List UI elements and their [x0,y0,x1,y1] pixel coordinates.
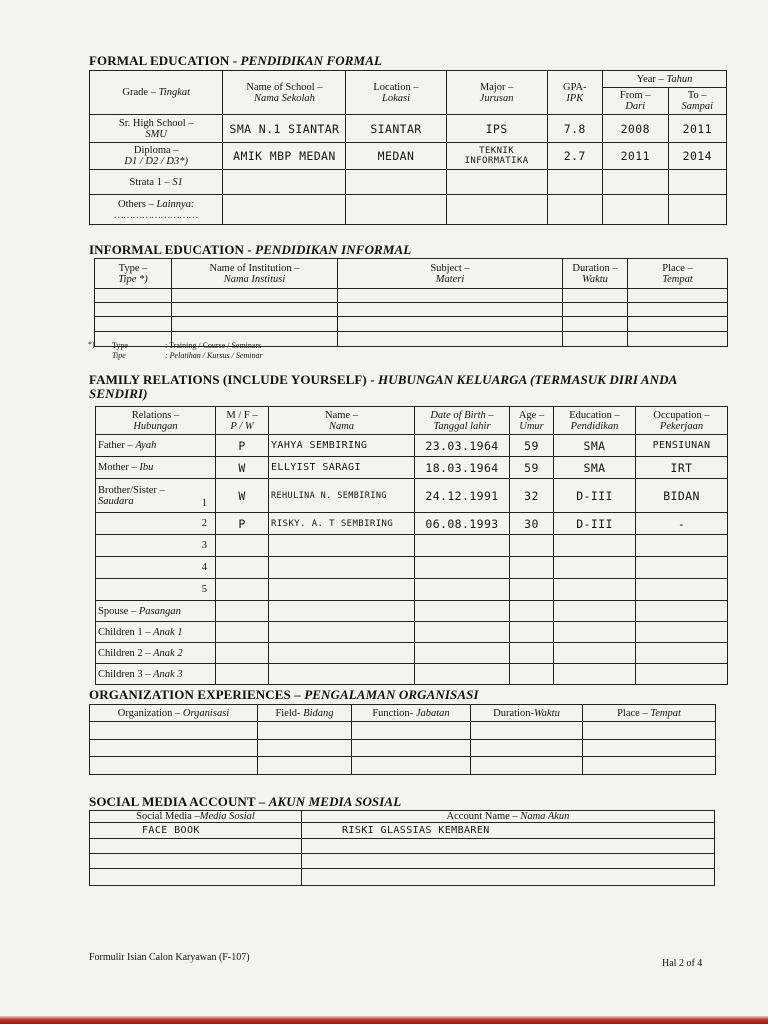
footnote-type-label: Type [112,341,128,350]
name-value[interactable]: REHULINA N. SEMBIRING [269,479,415,513]
table-row [90,757,716,775]
age-value[interactable]: 59 [510,435,554,457]
informal-education-title: INFORMAL EDUCATION - PENDIDIKAN INFORMAL [89,242,412,257]
name-value[interactable] [269,601,415,622]
header-grade: Grade – Tingkat [90,71,223,115]
header-function: Function- Jabatan [352,705,471,722]
age-value[interactable] [510,664,554,685]
social-media-value[interactable] [90,854,302,869]
header-year: Year – Tahun [602,71,726,88]
year-from-value[interactable]: 2008 [602,115,668,143]
duration-cell[interactable] [563,289,628,303]
organization-title: ORGANIZATION EXPERIENCES – PENGALAMAN ORGANISASI [89,687,479,702]
major-value[interactable] [446,195,547,225]
relation-cell: Children 3 – Anak 3 [96,664,216,685]
header-gpa: GPA- IPK [547,71,602,115]
dob-value[interactable] [415,557,510,579]
grade-cell: Strata 1 – S1 [90,170,223,195]
field-cell[interactable] [258,757,352,775]
account-name-value[interactable] [302,839,715,854]
subject-cell[interactable] [338,317,563,332]
age-value[interactable] [510,579,554,601]
age-value[interactable] [510,601,554,622]
dob-value[interactable]: 23.03.1964 [415,435,510,457]
subject-cell[interactable] [338,303,563,317]
age-value[interactable]: 59 [510,457,554,479]
function-cell[interactable] [352,722,471,740]
account-name-value[interactable] [302,854,715,869]
table-row [95,317,728,332]
header-from: From – Dari [602,88,668,115]
age-value[interactable] [510,535,554,557]
table-row [90,115,727,143]
age-value[interactable] [510,643,554,664]
table-row [90,854,715,869]
relation-cell: Father – Ayah [96,435,216,457]
function-cell[interactable] [352,740,471,757]
year-from-value[interactable] [602,195,668,225]
footnote-mark: *) [88,340,95,349]
informal-education-table [94,258,728,347]
year-to-value[interactable]: 2011 [668,115,726,143]
social-media-title: SOCIAL MEDIA ACCOUNT – AKUN MEDIA SOSIAL [89,794,402,809]
place-cell[interactable] [628,332,728,347]
gpa-value[interactable]: 2.7 [547,143,602,170]
table-row [90,170,727,195]
dob-value[interactable] [415,622,510,643]
bottom-edge-strip [0,1016,768,1024]
header-education: Education – Pendidikan [554,407,636,435]
year-from-value[interactable]: 2011 [602,143,668,170]
mf-value[interactable]: W [216,479,269,513]
table-row [96,622,728,643]
grade-cell: Diploma – D1 / D2 / D3*) [90,143,223,170]
dob-value[interactable] [415,579,510,601]
table-row [96,479,728,513]
dob-value[interactable]: 18.03.1964 [415,457,510,479]
year-to-value[interactable] [668,195,726,225]
header-relations: Relations – Hubungan [96,407,216,435]
education-value[interactable] [554,601,636,622]
family-relations-title: FAMILY RELATIONS (INCLUDE YOURSELF) - HUBUNGAN KELUARGA (TERMASUK DIRI ANDA SENDIRI) [89,372,677,401]
header-organization: Organization – Organisasi [90,705,258,722]
relation-cell: Children 2 – Anak 2 [96,643,216,664]
header-institution: Name of Institution – Nama Institusi [172,259,338,289]
table-row [90,740,716,757]
location-value[interactable] [346,170,446,195]
table-row [90,869,715,886]
subject-cell[interactable] [338,332,563,347]
table-row [90,839,715,854]
place-cell[interactable] [628,289,728,303]
header-dob: Date of Birth – Tanggal lahir [415,407,510,435]
education-value[interactable]: D-III [554,513,636,535]
header-location: Location – Lokasi [346,71,446,115]
occupation-value[interactable] [636,557,728,579]
type-cell[interactable] [95,303,172,317]
table-row [95,303,728,317]
major-value[interactable]: IPS [446,115,547,143]
mf-value[interactable] [216,664,269,685]
sibling-number: 4 [96,557,216,579]
name-value[interactable]: ELLYIST SARAGI [269,457,415,479]
occupation-value[interactable] [636,643,728,664]
name-value[interactable]: YAHYA SEMBIRING [269,435,415,457]
school-value[interactable]: AMIK MBP MEDAN [223,143,346,170]
table-row [96,601,728,622]
footnote-tipe-label: Tipe [112,351,126,360]
mf-value[interactable] [216,535,269,557]
footnote-tipe-value: : Pelatihan / Kursus / Seminar [165,351,263,360]
education-value[interactable]: D-III [554,479,636,513]
relation-cell: Spouse – Pasangan [96,601,216,622]
function-cell[interactable] [352,757,471,775]
social-media-value[interactable] [90,839,302,854]
dob-value[interactable] [415,601,510,622]
organization-table [89,704,716,775]
table-row [90,722,716,740]
social-media-value[interactable]: FACE BOOK [90,823,302,839]
form-code: Formulir Isian Calon Karyawan (F-107) [89,952,250,963]
age-value[interactable] [510,557,554,579]
sibling-number: 1 [201,498,207,509]
subject-cell[interactable] [338,289,563,303]
table-row [90,143,727,170]
table-row [96,557,728,579]
header-account-name: Account Name – Nama Akun [302,811,715,823]
duration-cell[interactable] [563,332,628,347]
duration-cell[interactable] [563,317,628,332]
place-cell[interactable] [583,740,716,757]
major-value[interactable]: TEKNIK INFORMATIKA [446,143,547,170]
type-cell[interactable] [95,289,172,303]
location-value[interactable] [346,195,446,225]
location-value[interactable]: SIANTAR [346,115,446,143]
footnote-type-value: : Training / Course / Seminars [165,341,262,350]
dob-value[interactable] [415,664,510,685]
header-field: Field- Bidang [258,705,352,722]
mf-value[interactable] [216,579,269,601]
table-row [90,823,715,839]
dob-value[interactable] [415,535,510,557]
duration-cell[interactable] [471,722,583,740]
header-type: Type – Tipe *) [95,259,172,289]
table-row [96,664,728,685]
organization-cell[interactable] [90,722,258,740]
occupation-value[interactable] [636,535,728,557]
mf-value[interactable] [216,622,269,643]
table-row [95,289,728,303]
grade-cell: Others – Lainnya: ……………………… [90,195,223,225]
table-row [96,535,728,557]
account-name-value[interactable] [302,869,715,886]
occupation-value[interactable]: PENSIUNAN [636,435,728,457]
social-media-table [89,810,715,886]
education-value[interactable] [554,664,636,685]
dob-value[interactable] [415,643,510,664]
year-to-value[interactable] [668,170,726,195]
header-name: Name – Nama [269,407,415,435]
table-row [96,457,728,479]
table-row [96,513,728,535]
mf-value[interactable] [216,557,269,579]
account-name-value[interactable]: RISKI GLASSIAS KEMBAREN [302,823,715,839]
education-value[interactable] [554,557,636,579]
mf-value[interactable] [216,601,269,622]
mf-value[interactable]: P [216,513,269,535]
mf-value[interactable]: P [216,435,269,457]
name-value[interactable] [269,664,415,685]
mf-value[interactable] [216,643,269,664]
table-row [96,579,728,601]
education-value[interactable]: SMA [554,435,636,457]
duration-cell[interactable] [471,740,583,757]
year-from-value[interactable] [602,170,668,195]
major-value[interactable] [446,170,547,195]
place-cell[interactable] [583,722,716,740]
age-value[interactable] [510,622,554,643]
sibling-number: 5 [96,579,216,601]
location-value[interactable]: MEDAN [346,143,446,170]
header-major: Major – Jurusan [446,71,547,115]
formal-education-title: FORMAL EDUCATION - PENDIDIKAN FORMAL [89,53,383,68]
relation-cell: Children 1 – Anak 1 [96,622,216,643]
relation-cell: Brother/Sister – Saudara 1 [96,479,216,513]
header-duration: Duration-Waktu [471,705,583,722]
header-occupation: Occupation – Pekerjaan [636,407,728,435]
occupation-value[interactable] [636,601,728,622]
type-cell[interactable] [95,332,172,347]
institution-cell[interactable] [172,303,338,317]
type-cell[interactable] [95,317,172,332]
table-row [96,643,728,664]
occupation-value[interactable] [636,622,728,643]
header-mf: M / F – P / W [216,407,269,435]
relation-cell: Mother – Ibu [96,457,216,479]
grade-cell: Sr. High School – SMU [90,115,223,143]
header-age: Age – Umur [510,407,554,435]
year-to-value[interactable]: 2014 [668,143,726,170]
place-cell[interactable] [628,303,728,317]
duration-cell[interactable] [563,303,628,317]
header-place: Place – Tempat [583,705,716,722]
name-value[interactable] [269,643,415,664]
institution-cell[interactable] [172,289,338,303]
name-value[interactable] [269,557,415,579]
page-number: Hal 2 of 4 [662,958,703,969]
header-to: To – Sampai [668,88,726,115]
education-value[interactable]: SMA [554,457,636,479]
school-value[interactable] [223,195,346,225]
field-cell[interactable] [258,722,352,740]
duration-cell[interactable] [471,757,583,775]
header-social-media: Social Media –Media Sosial [90,811,302,823]
social-media-value[interactable] [90,869,302,886]
name-value[interactable] [269,535,415,557]
family-relations-table [95,406,728,685]
institution-cell[interactable] [172,317,338,332]
school-value[interactable] [223,170,346,195]
occupation-value[interactable] [636,579,728,601]
formal-education-table [89,70,727,225]
gpa-value[interactable] [547,170,602,195]
sibling-number: 3 [96,535,216,557]
dob-value[interactable]: 06.08.1993 [415,513,510,535]
table-row [96,435,728,457]
education-value[interactable] [554,579,636,601]
name-value[interactable] [269,622,415,643]
gpa-value[interactable]: 7.8 [547,115,602,143]
school-value[interactable]: SMA N.1 SIANTAR [223,115,346,143]
organization-cell[interactable] [90,757,258,775]
occupation-value[interactable]: BIDAN [636,479,728,513]
mf-value[interactable]: W [216,457,269,479]
place-cell[interactable] [583,757,716,775]
header-place: Place – Tempat [628,259,728,289]
header-duration: Duration – Waktu [563,259,628,289]
age-value[interactable]: 32 [510,479,554,513]
dob-value[interactable]: 24.12.1991 [415,479,510,513]
table-row [90,195,727,225]
organization-cell[interactable] [90,740,258,757]
sibling-number: 2 [96,513,216,535]
header-school: Name of School – Nama Sekolah [223,71,346,115]
education-value[interactable] [554,622,636,643]
header-subject: Subject – Materi [338,259,563,289]
education-value[interactable] [554,643,636,664]
name-value[interactable]: RISKY. A. T SEMBIRING [269,513,415,535]
field-cell[interactable] [258,740,352,757]
occupation-value[interactable]: IRT [636,457,728,479]
place-cell[interactable] [628,317,728,332]
education-value[interactable] [554,535,636,557]
age-value[interactable]: 30 [510,513,554,535]
name-value[interactable] [269,579,415,601]
occupation-value[interactable]: - [636,513,728,535]
gpa-value[interactable] [547,195,602,225]
occupation-value[interactable] [636,664,728,685]
